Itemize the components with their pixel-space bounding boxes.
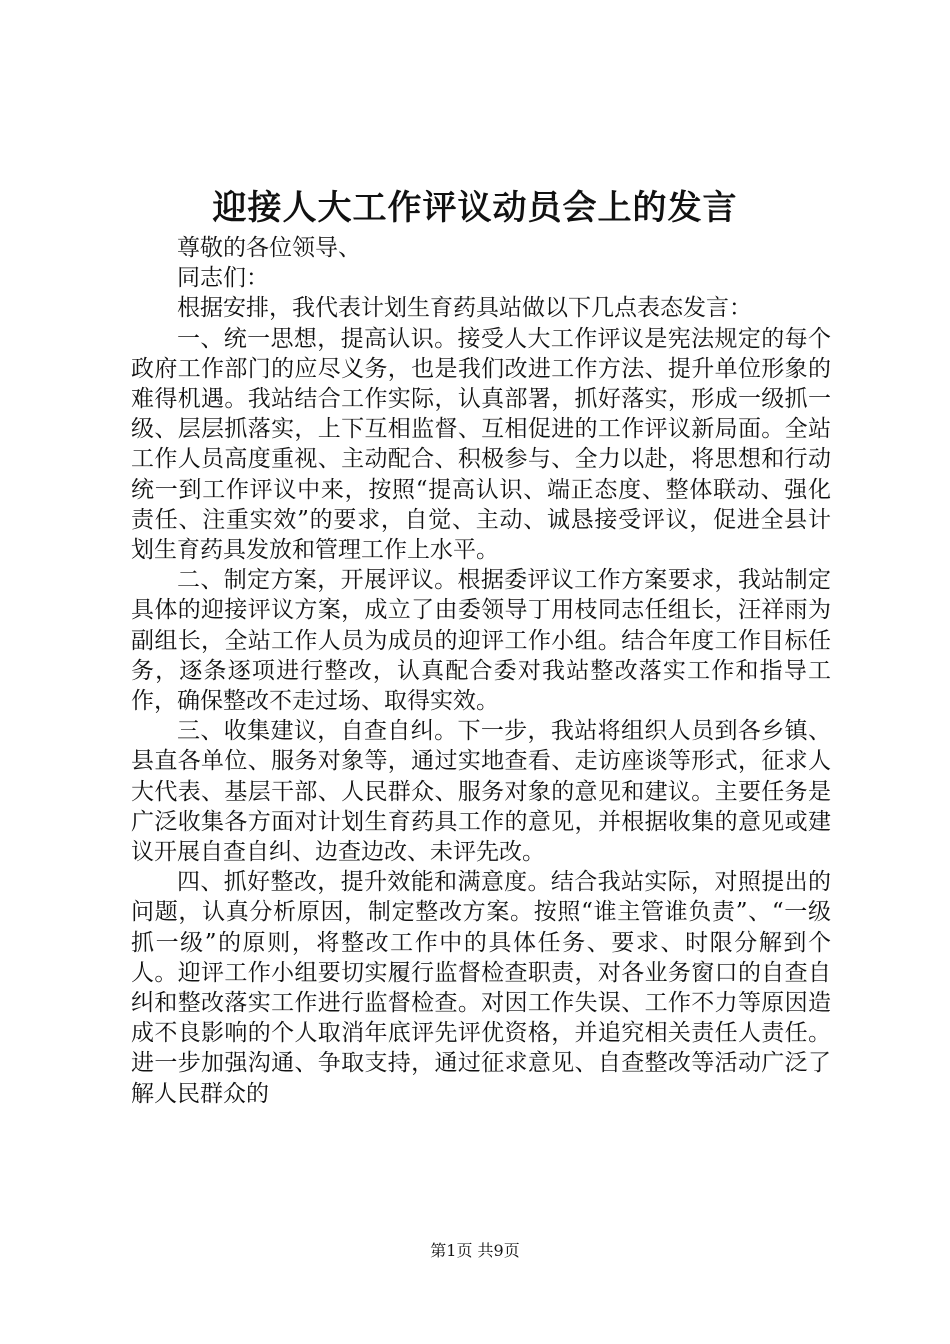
page-number-footer: 第1页 共9页 [430, 1241, 520, 1260]
salutation-line-1: 尊敬的各位领导、 [177, 235, 361, 261]
paragraph-section-2: 二、制定方案，开展评议。根据委评议工作方案要求，我站制定具体的迎接评议方案，成立了由委领导丁用枝同志任组长，汪祥雨为副组长，全站工作人员为成员的迎评工作小组。结合年度工作目标任务，逐条逐项进行整改，认真配合委对我站整改落实工作和指导工作，确保整改不走过场、取得实效。 [131, 567, 831, 715]
salutation-line-2: 同志们： [177, 265, 269, 292]
paragraph-section-1: 一、统一思想，提高认识。接受人大工作评议是宪法规定的每个政府工作部门的应尽义务，也是我们改进工作方法、提升单位形象的难得机遇。我站结合工作实际，认真部署，抓好落实，形成一级抓一级、层层抓落实，上下互相监督、互相促进的工作评议新局面。全站工作人员高度重视、主动配合、积极参与、全力以赴，将思想和行动统一到工作评议中来，按照“提高认识、端正态度、整体联动、强化责任、注重实效”的要求，自觉、主动、诚恳接受评议，促进全县计划生育药具发放和管理工作上水平。 [131, 325, 831, 564]
paragraph-section-4: 四、抓好整改，提升效能和满意度。结合我站实际，对照提出的问题，认真分析原因，制定整改方案。按照“谁主管谁负责”、“一级抓一级”的原则，将整改工作中的具体任务、要求、时限分解到个人。迎评工作小组要切实履行监督检查职责，对各业务窗口的自查自纠和整改落实工作进行监督检查。对因工作失误、工作不力等原因造成不良影响的个人取消年底评先评优资格，并追究相关责任人责任。进一步加强沟通、争取支持，通过征求意见、自查整改等活动广泛了解人民群众的 [131, 869, 831, 1107]
paragraph-section-3: 三、收集建议，自查自纠。下一步，我站将组织人员到各乡镇、县直各单位、服务对象等，通过实地查看、走访座谈等形式，征求人大代表、基层干部、人民群众、服务对象的意见和建议。主要任务是广泛收集各方面对计划生育药具工作的意见，并根据收集的意见或建议开展自查自纠、边查边改、未评先改。 [131, 718, 831, 866]
document-title: 迎接人大工作评议动员会上的发言 [212, 188, 738, 228]
intro-paragraph: 根据安排，我代表计划生育药具站做以下几点表态发言： [177, 295, 752, 322]
document-body [131, 233, 831, 1109]
